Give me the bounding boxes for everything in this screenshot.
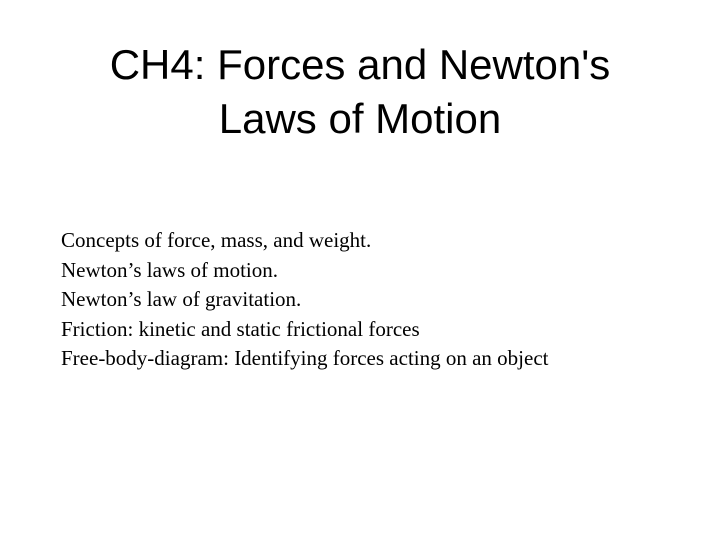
content-list xyxy=(61,226,701,374)
content-line: Friction: kinetic and static frictional forces xyxy=(61,316,420,341)
content-line: Newton’s laws of motion. xyxy=(61,257,278,282)
content-line: Newton’s law of gravitation. xyxy=(61,287,302,311)
content-line: Concepts of force, mass, and weight. xyxy=(61,228,372,252)
slide-title-line: CH4: Forces and Newton's xyxy=(109,41,611,88)
content-line: Free-body-diagram: Identifying forces acting on an object xyxy=(61,346,549,370)
slide-title xyxy=(40,38,680,146)
slide-title-line: Laws of Motion xyxy=(218,95,502,142)
